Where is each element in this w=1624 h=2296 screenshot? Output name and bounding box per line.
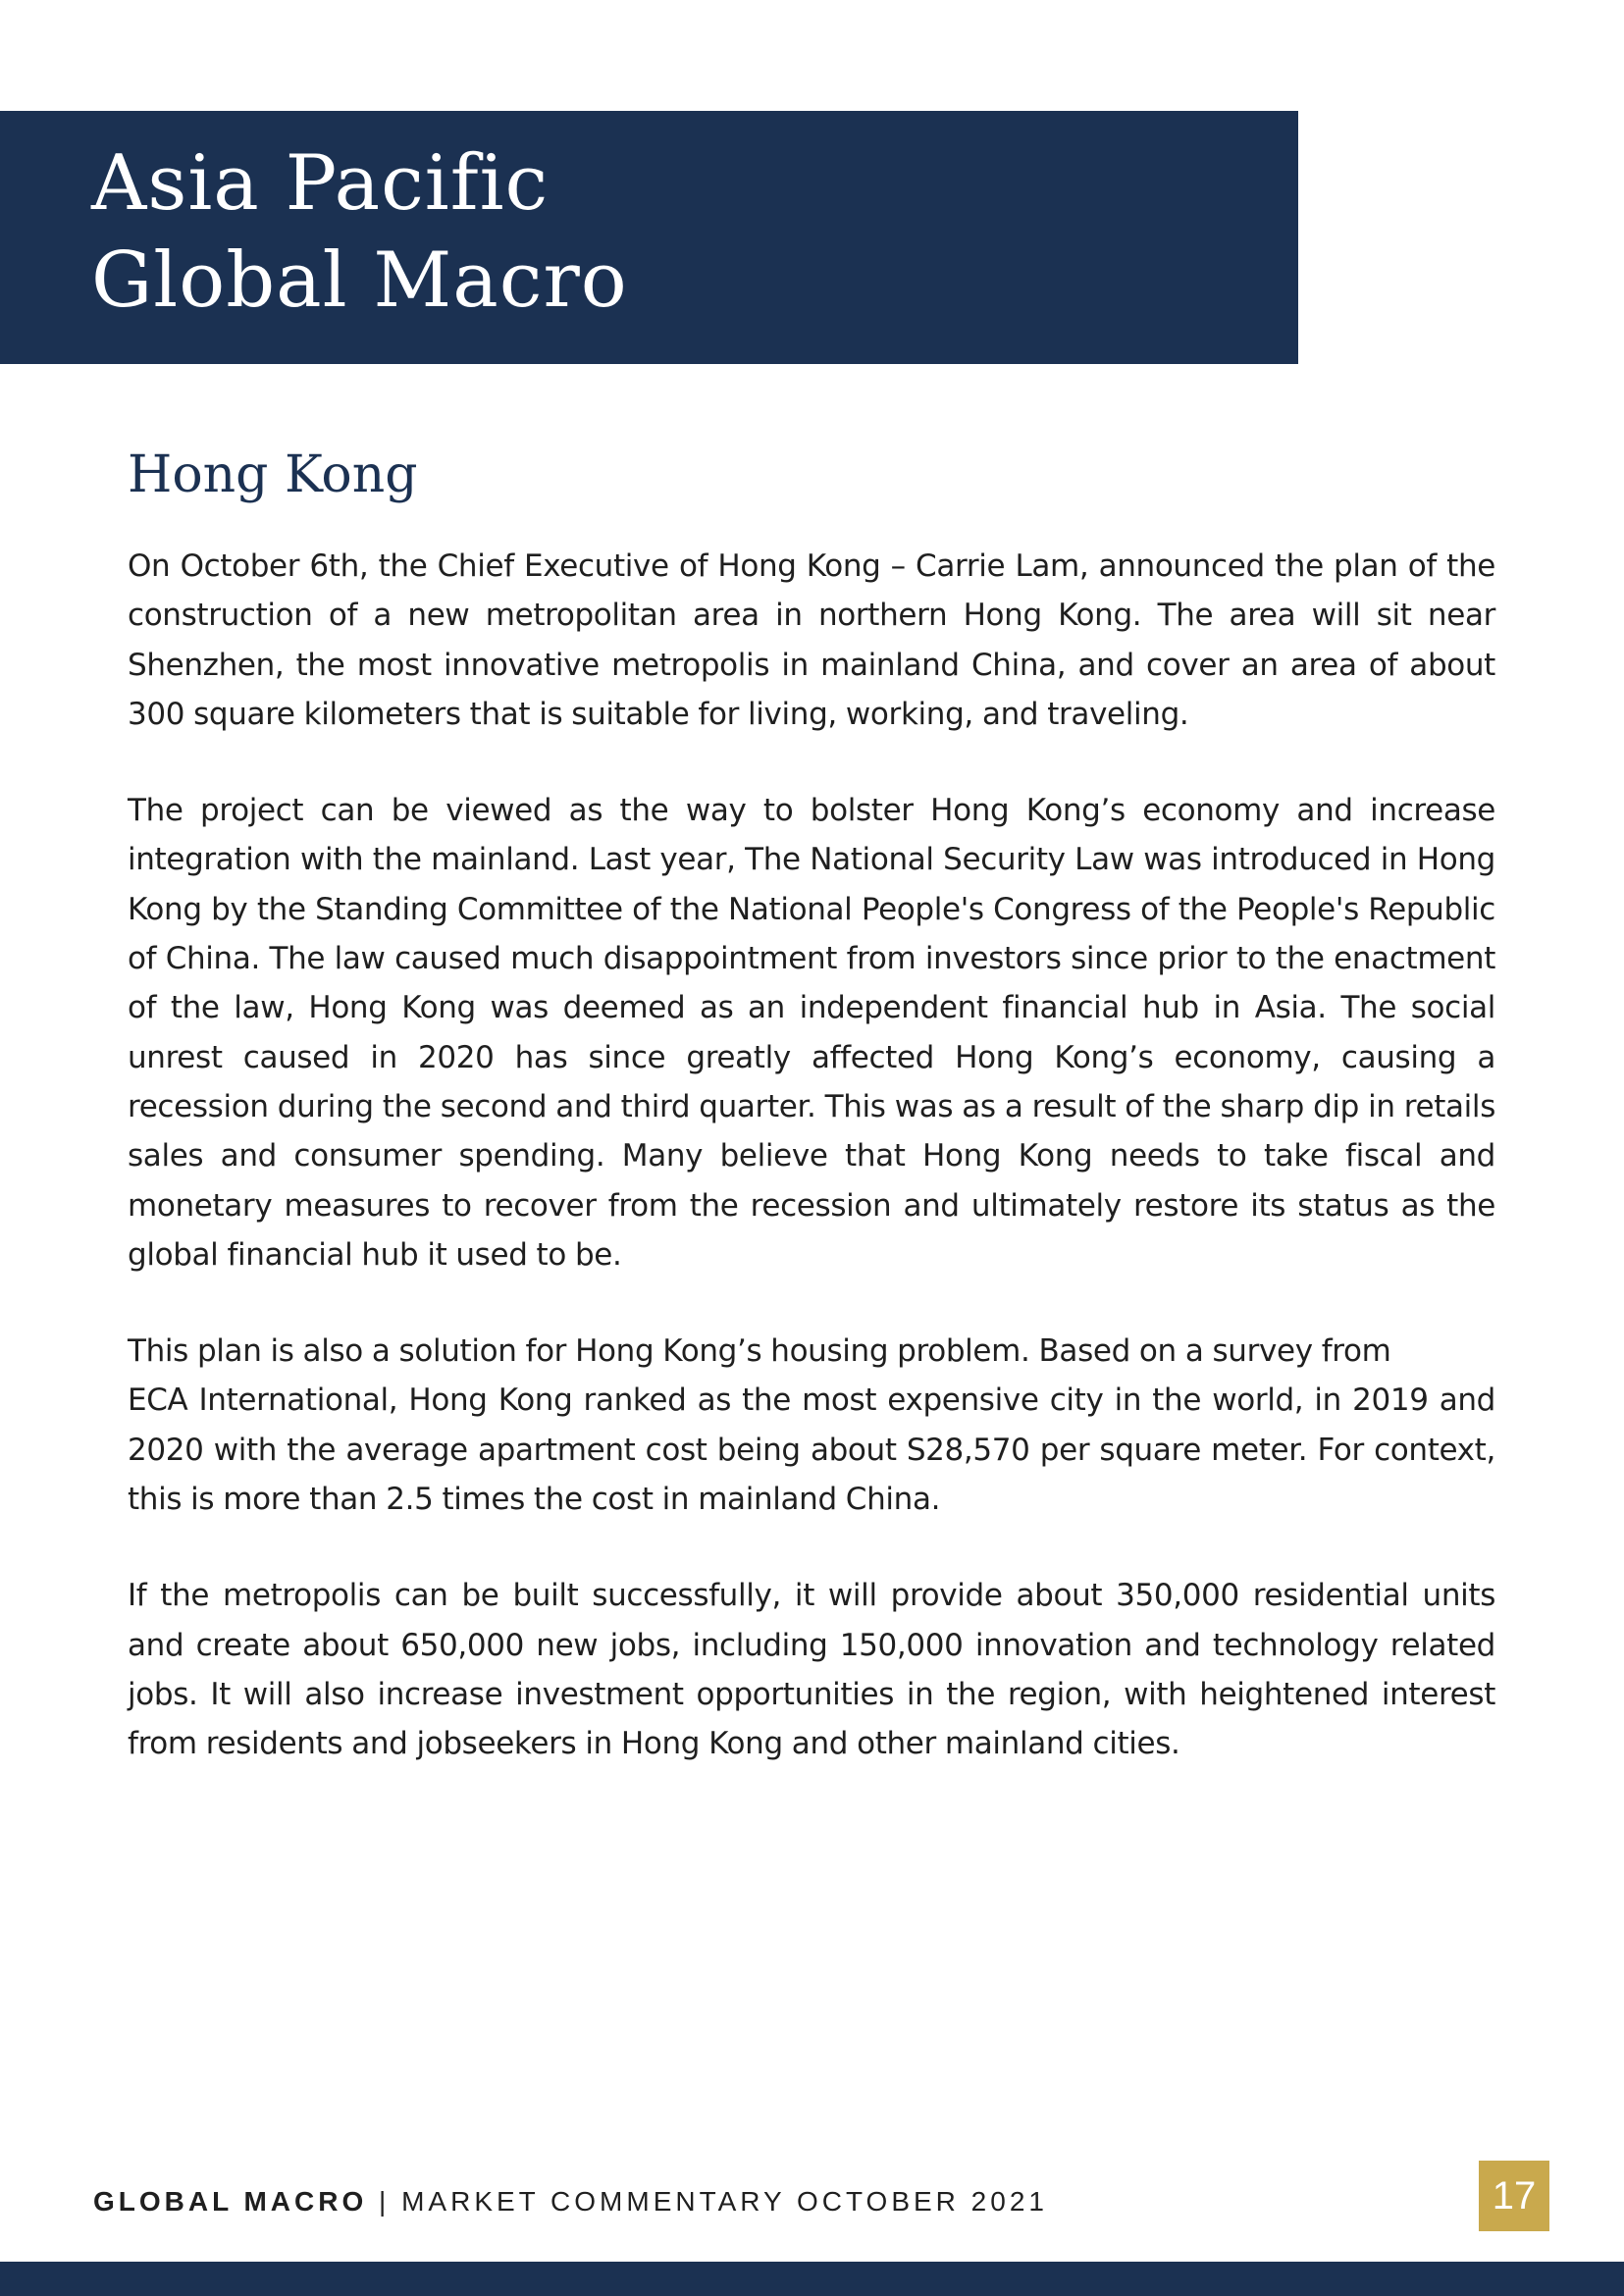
paragraph-housing bbox=[128, 1327, 1495, 1524]
footer-brand: GLOBAL MACRO bbox=[93, 2186, 368, 2217]
paragraph-housing-rest: ECA International, Hong Kong ranked as the most expensive city in the world, in 2019 and 2020 with the average apartment cost being about S28,570 per square meter. For context, this is more than 2.5 times the cost in mainland China. bbox=[128, 1383, 1495, 1518]
paragraph-announcement: On October 6th, the Chief Executive of Hong Kong – Carrie Lam, announced the plan of the construction of a new metropolitan area in northern Hong Kong. The area will sit near Shenzhen, the most innovative metropolis in mainland China, and cover an area of about 300 square kilometers that is suitable for living, working, and traveling. bbox=[128, 548, 1495, 732]
footer-separator: | bbox=[367, 2186, 402, 2217]
page-title-line-2: Global Macro bbox=[91, 236, 628, 325]
footer-caption bbox=[93, 2182, 1048, 2221]
page-title-line-1: Asia Pacific bbox=[91, 139, 550, 228]
article-body bbox=[128, 542, 1495, 1816]
footer-band bbox=[0, 2262, 1624, 2296]
page-number-badge: 17 bbox=[1479, 2161, 1549, 2231]
page-title bbox=[91, 135, 628, 330]
paragraph-economy: The project can be viewed as the way to bolster Hong Kong’s economy and increase integration with the mainland. Last year, The National Security Law was introduced in Hong Kong by the Standing Committee of the National People's Congress of the People's Republic of China. The law caused much disappointment from investors since prior to the enactment of the law, Hong Kong was deemed as an independent financial hub in Asia. The social unrest caused in 2020 has since greatly affected Hong Kong’s economy, causing a recession during the second and third quarter. This was as a result of the sharp dip in retails sales and consumer spending. Many believe that Hong Kong needs to take fiscal and monetary measures to recover from the recession and ultimately restore its status as the global financial hub it used to be. bbox=[128, 793, 1495, 1273]
footer-subtitle: MARKET COMMENTARY OCTOBER 2021 bbox=[401, 2186, 1048, 2217]
paragraph-outlook: If the metropolis can be built successfully, it will provide about 350,000 residential units and create about 650,000 new jobs, including 150,000 innovation and technology related jobs. It will also increase investment opportunities in the region, with heightened interest from residents and jobseekers in Hong Kong and other mainland cities. bbox=[128, 1578, 1495, 1762]
section-heading: Hong Kong bbox=[128, 445, 418, 504]
paragraph-housing-first-line: This plan is also a solution for Hong Kong’s housing problem. Based on a survey from bbox=[128, 1333, 1391, 1370]
